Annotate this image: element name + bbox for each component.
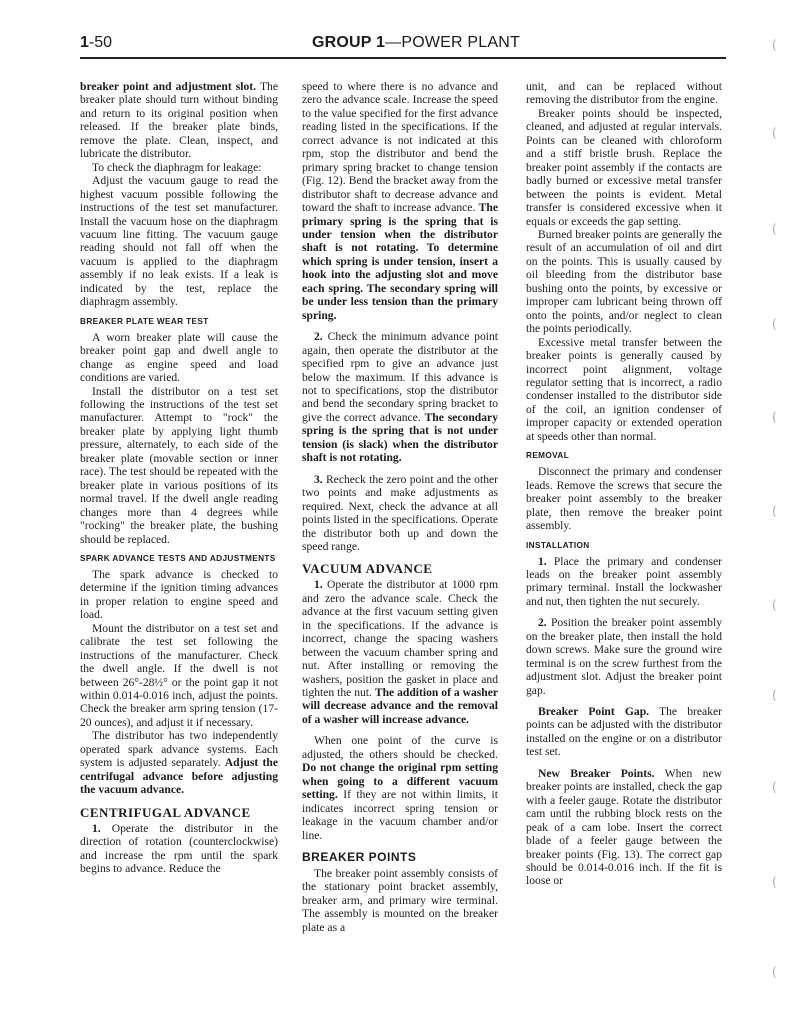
step-number: 2. — [538, 616, 547, 630]
text: The distributor has two independently operated spark advance systems. Each system is adjusted separately. — [80, 729, 278, 770]
run-in-heading: Breaker Point Gap. — [538, 705, 650, 719]
subheading-installation: INSTALLATION — [526, 540, 590, 550]
binding-mark-icon: ( — [772, 965, 777, 979]
paragraph: Burned breaker points are generally the result of an accumulation of oil and dirt on the points. This is usually caused by oil bleeding from the distributor base bushing onto the points, by excessive or improper cam lubricant being thrown off onto the points, and/or neglect to clean the points periodically. — [526, 227, 722, 336]
binding-mark-icon: ( — [772, 126, 777, 140]
step-number: 1. — [314, 578, 323, 592]
bold-text: The primary spring is the spring that is under tension when the distributor shaft is not rotating. To determine which spring is under tension, insert a hook into the adjusting slot and move each spring. The secondary spring will be under less tension than the primary spring. — [302, 201, 498, 322]
step-number: 2. — [314, 330, 323, 344]
paragraph: The spark advance is checked to determine if the ignition timing advances in proper relation to engine speed and load. — [80, 567, 278, 622]
step-1 — [526, 555, 722, 609]
header-rule — [80, 57, 726, 59]
paragraph — [80, 729, 278, 796]
paragraph — [302, 80, 498, 322]
subheading-breaker-plate-wear-test: BREAKER PLATE WEAR TEST — [80, 316, 209, 326]
paragraph: To check the diaphragm for leakage: — [92, 160, 262, 174]
column-2 — [302, 80, 498, 934]
paragraph-breaker-point-gap — [526, 705, 722, 759]
section-heading-breaker-points: BREAKER POINTS — [302, 850, 417, 865]
paragraph: Excessive metal transfer between the breaker points is generally caused by incorrect point alignment, voltage regulator setting that is incorrect, a radio condenser installed to the distributor side of the coil, an ignition condenser of improper capacity or extended operation at speeds other than normal. — [526, 335, 722, 443]
section-heading-vacuum-advance: VACUUM ADVANCE — [302, 561, 433, 577]
group-title-rest: —POWER PLANT — [385, 34, 521, 51]
step-3 — [302, 473, 498, 554]
bold-text: Adjust the centrifugal advance before adjusting the vacuum advance. — [80, 756, 279, 797]
text: speed to where there is no advance and zero the advance scale. Increase the speed to the value specified for the first advance reading listed in the specifications. If the correct advance is not indicated at this rpm, stop the distributor and bend the primary spring bracket to change tension (Fig. 12). Bend the bracket away from the distributor shaft to decrease advance and toward the shaft to increase advance. — [302, 80, 498, 215]
binding-mark-icon: ( — [772, 780, 777, 794]
text: When new breaker points are installed, check the gap with a feeler gauge. Rotate the distributor cam until the rubbing block rests on the peak of a cam lobe. Insert the correct blade of a feeler gauge between the breaker points (Fig. 13). The correct gap should be 0.014-0.016 inch. If the fit is loose or — [526, 766, 722, 888]
binding-mark-icon: ( — [772, 410, 777, 424]
section-heading-centrifugal-advance: CENTRIFUGAL ADVANCE — [80, 804, 251, 820]
column-1 — [80, 80, 278, 875]
step-number: 1. — [92, 821, 101, 835]
paragraph: Disconnect the primary and condenser leads. Remove the screws that secure the breaker point assembly to the breaker plate, then remove the breaker point assembly. — [526, 465, 722, 533]
group-title-bold: GROUP 1 — [312, 34, 386, 51]
run-in-heading: New Breaker Points. — [538, 766, 655, 780]
text: Recheck the zero point and the other two points and make adjustments as required. Next, check the advance at all points listed in the specifications. Operate the distributor both up and down the speed range. — [302, 472, 498, 553]
page-number-bold: 1 — [80, 34, 89, 51]
bold-text: breaker point and adjustment slot. — [80, 80, 257, 93]
paragraph: Install the distributor on a test set following the instructions of the test set manufacturer. Attempt to "rock" the breaker plate by applying light thumb pressure, alternately, to each side of the breaker plate (movable section or inner race). The test should be repeated with the breaker plate in various positions of its normal travel. If the dwell angle reading changes more than 4 degrees while "rocking" the breaker plate, the bushing should be replaced. — [80, 384, 278, 546]
paragraph: A worn breaker plate will cause the breaker point gap and dwell angle to change as engine speed and load conditions are varied. — [80, 330, 278, 385]
bold-text: The addition of a washer will decrease advance and the removal of a washer will increase advance. — [302, 686, 498, 726]
paragraph — [302, 734, 498, 842]
text: Position the breaker point assembly on the breaker plate, then install the hold down screws. Make sure the ground wire terminal is on the screw furthest from the adjustment slot. Adjust the breaker point gap. — [526, 616, 722, 697]
step-2 — [526, 616, 722, 697]
column-3 — [526, 80, 722, 888]
step-number: 1. — [538, 554, 547, 568]
text: When one point of the curve is adjusted, the others should be checked. — [302, 734, 498, 761]
binding-mark-icon: ( — [772, 317, 777, 331]
binding-mark-icon: ( — [772, 222, 777, 236]
binding-mark-icon: ( — [772, 38, 777, 52]
binding-mark-icon: ( — [772, 688, 777, 702]
binding-mark-icon: ( — [772, 598, 777, 612]
paragraph: Adjust the vacuum gauge to read the highest vacuum possible following the instructions of the test set manufacturer. Install the vacuum hose on the diaphragm vacuum line fitting. The vacuum gauge reading should not fall off when the vacuum is applied to the diaphragm assembly if no leak exists. If a leak is indicated by the test, replace the diaphragm assembly. — [80, 174, 278, 309]
text: Check the minimum advance point again, then operate the distributor at the specified rpm to give an advance just below the maximum. If this advance is not to specifications, stop the distributor and bend the secondary spring bracket to give the correct advance. — [302, 330, 498, 424]
subheading-spark-advance-tests: SPARK ADVANCE TESTS AND ADJUSTMENTS — [80, 553, 276, 563]
paragraph: Mount the distributor on a test set and calibrate the test set following the instructions of the manufacturer. Check the dwell angle. If the dwell is not between 26°-28½° or the point gap it not within 0.014-0.016 inch, adjust the points. Check the breaker arm spring tension (17-20 ounces), and adjust it if necessary. — [80, 621, 278, 729]
paragraph: The breaker point assembly consists of the stationary point bracket assembly, breaker arm, and primary wire terminal. The assembly is mounted on the breaker plate as a — [302, 867, 498, 934]
group-title — [312, 34, 520, 52]
text: The breaker points can be adjusted with the distributor installed on the engine or on a distributor test set. — [526, 705, 722, 759]
paragraph: Breaker points should be inspected, cleaned, and adjusted at regular intervals. Points can be cleaned with chloroform and a stiff bristle brush. Replace the breaker point assembly if the contacts are badly burned or excessive metal transfer between the points is evident. Metal transfer is considered excessive when it equals or exceeds the gap setting. — [526, 106, 722, 228]
text: Place the primary and condenser leads on the breaker point assembly primary terminal. Install the lockwasher and nut, then tighten the nut securely. — [526, 554, 722, 608]
page-number — [80, 34, 112, 52]
step-2 — [302, 330, 498, 465]
step-number: 3. — [314, 472, 323, 486]
binding-mark-icon: ( — [772, 875, 777, 889]
bold-text: The secondary spring is the spring that is not under tension (is slack) when the distributor shaft is not rotating. — [302, 410, 498, 465]
text: Operate the distributor at 1000 rpm and zero the advance scale. Check the advance at the first vacuum setting given in the specifications. If the advance is incorrect, change the spacing washers between the vacuum chamber spring and nut. After installing or removing the washers, position the gasket in place and tighten the nut. — [302, 578, 498, 700]
text: The breaker plate should turn without binding and return to its original position when released. If the breaker plate binds, remove the plate. Clean, inspect, and lubricate the distributor. — [80, 80, 278, 161]
paragraph: unit, and can be replaced without removing the distributor from the engine. — [526, 80, 722, 107]
page-number-rest: -50 — [88, 34, 113, 51]
page-header — [80, 34, 725, 56]
subheading-removal: REMOVAL — [526, 451, 570, 461]
binding-hole-marks — [772, 30, 784, 990]
paragraph-new-breaker-points — [526, 767, 722, 888]
step-1 — [80, 822, 278, 876]
text: Operate the distributor in the direction of rotation (counterclockwise) and increase the rpm until the spark begins to advance. Reduce the — [80, 821, 278, 876]
bold-text: Do not change the original rpm setting when going to a different vacuum setting. — [302, 761, 498, 802]
paragraph — [80, 80, 278, 161]
step-1 — [302, 578, 498, 726]
text: If they are not within limits, it indicates incorrect spring tension or leakage in the vacuum chamber and/or line. — [302, 788, 498, 842]
binding-mark-icon: ( — [772, 504, 777, 518]
